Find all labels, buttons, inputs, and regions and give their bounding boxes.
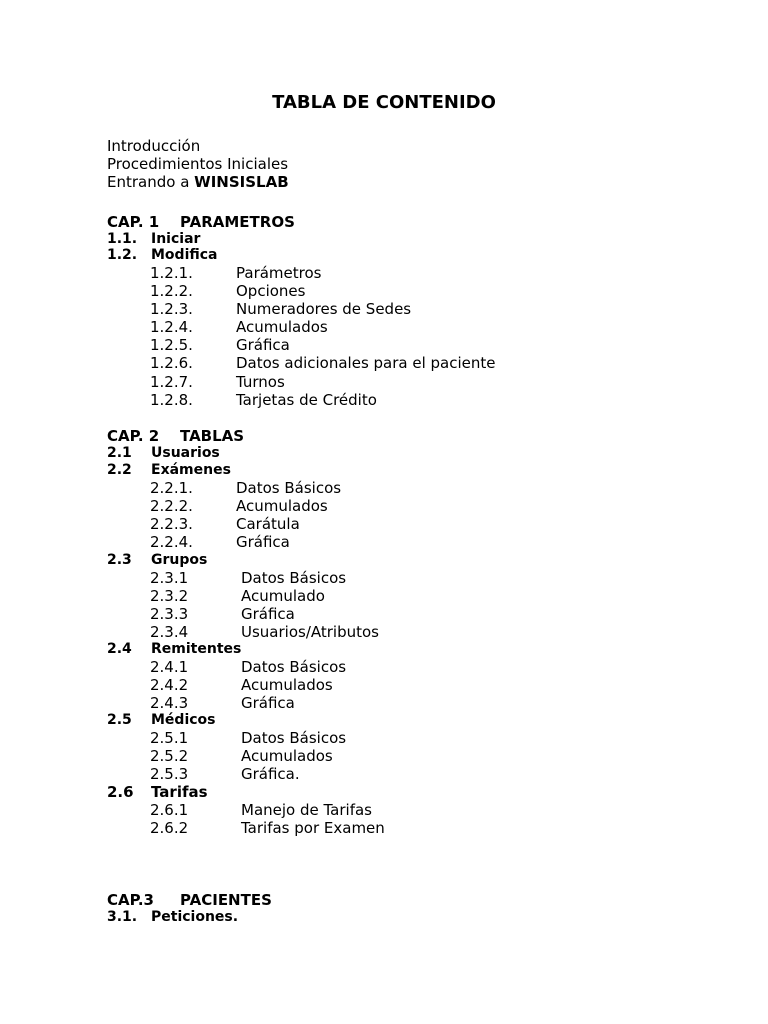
toc-entry-label: Tarjetas de Crédito <box>236 391 377 409</box>
toc-entry <box>150 515 300 533</box>
section-title: Exámenes <box>151 462 231 478</box>
chapter-heading-2 <box>107 427 244 445</box>
toc-entry-label: Parámetros <box>236 264 322 282</box>
toc-entry <box>150 479 341 497</box>
section-heading-2-5 <box>107 711 216 729</box>
section-title: Tarifas <box>151 783 208 801</box>
toc-entry-app-name: WINSISLAB <box>194 173 289 191</box>
toc-entry-label: Acumulados <box>241 676 333 694</box>
toc-entry-label: Opciones <box>236 282 306 300</box>
toc-entry <box>150 264 321 282</box>
chapter-title: PARAMETROS <box>180 213 295 231</box>
section-number: 2.2 <box>107 462 132 478</box>
toc-entry-label: Acumulados <box>236 497 328 515</box>
toc-entry-number: 2.2.2. <box>150 497 193 515</box>
chapter-title: PACIENTES <box>180 891 272 909</box>
chapter-heading-3 <box>107 891 272 909</box>
toc-entry-label: Gráfica. <box>241 765 300 783</box>
toc-entry-label: Introducción <box>107 137 201 155</box>
toc-entry-label: Gráfica <box>241 694 295 712</box>
section-number: 2.6 <box>107 783 134 801</box>
toc-entry-number: 2.6.1 <box>150 801 189 819</box>
toc-entry-label: Gráfica <box>236 336 290 354</box>
page-title: TABLA DE CONTENIDO <box>272 92 496 113</box>
toc-entry-label: Procedimientos Iniciales <box>107 155 289 173</box>
toc-entry <box>150 354 496 372</box>
toc-entry-label: Manejo de Tarifas <box>241 801 372 819</box>
toc-entry-number: 2.2.4. <box>150 533 193 551</box>
chapter-title: TABLAS <box>180 427 245 445</box>
toc-entry-number: 1.2.6. <box>150 354 193 372</box>
toc-entry-label: Datos Básicos <box>236 479 342 497</box>
toc-entry-label: Acumulados <box>241 747 333 765</box>
section-number: 2.3 <box>107 552 132 568</box>
section-title: Usuarios <box>151 445 220 461</box>
section-heading-2-1 <box>107 444 220 462</box>
toc-entry-number: 2.4.3 <box>150 694 189 712</box>
toc-entry-number: 2.5.3 <box>150 765 189 783</box>
toc-entry-number: 1.2.1. <box>150 264 193 282</box>
toc-entry <box>150 801 372 819</box>
section-heading-2-6 <box>107 783 208 801</box>
chapter-number: CAP. 1 <box>107 213 160 231</box>
toc-entry-label: Datos Básicos <box>241 729 347 747</box>
toc-entry-number: 2.2.3. <box>150 515 193 533</box>
section-title: Iniciar <box>151 231 201 247</box>
section-number: 3.1. <box>107 909 138 925</box>
toc-entry-label: Tarifas por Examen <box>241 819 385 837</box>
toc-entry-label: Gráfica <box>241 605 295 623</box>
toc-entry <box>150 300 411 318</box>
toc-entry-number: 1.2.2. <box>150 282 193 300</box>
section-number: 2.1 <box>107 445 132 461</box>
section-number: 1.1. <box>107 231 138 247</box>
chapter-number: CAP. 2 <box>107 427 160 445</box>
chapter-number: CAP.3 <box>107 891 154 909</box>
toc-entry-number: 1.2.7. <box>150 373 193 391</box>
section-title: Peticiones. <box>151 909 239 925</box>
toc-entry <box>150 373 285 391</box>
toc-entry <box>150 729 346 747</box>
toc-entry-number: 2.5.1 <box>150 729 189 747</box>
section-title: Médicos <box>151 712 216 728</box>
section-heading-2-3 <box>107 551 207 569</box>
toc-entry-label: Entrando a <box>107 173 195 191</box>
toc-entry-number: 2.3.3 <box>150 605 189 623</box>
toc-entry-label: Turnos <box>236 373 285 391</box>
toc-entry <box>150 497 328 515</box>
toc-entry-label: Datos Básicos <box>241 658 347 676</box>
section-number: 2.4 <box>107 641 132 657</box>
toc-entry-label: Usuarios/Atributos <box>241 623 379 641</box>
toc-entry-number: 1.2.8. <box>150 391 193 409</box>
section-heading-3-1 <box>107 908 238 926</box>
toc-entry <box>150 819 385 837</box>
toc-entry <box>150 336 290 354</box>
toc-entry <box>150 676 333 694</box>
toc-entry-number: 2.5.2 <box>150 747 189 765</box>
toc-entry <box>150 533 290 551</box>
toc-entry-number: 2.3.2 <box>150 587 189 605</box>
toc-entry <box>150 765 300 783</box>
section-title: Modifica <box>151 247 218 263</box>
toc-entry-label: Numeradores de Sedes <box>236 300 412 318</box>
section-heading-2-2 <box>107 461 231 479</box>
toc-entry <box>150 747 333 765</box>
toc-entry-label: Datos Básicos <box>241 569 347 587</box>
section-number: 2.5 <box>107 712 132 728</box>
toc-entry <box>150 282 305 300</box>
section-title: Grupos <box>151 552 208 568</box>
section-heading-2-4 <box>107 640 241 658</box>
toc-entry <box>150 391 377 409</box>
toc-entry-number: 2.3.4 <box>150 623 189 641</box>
toc-entry-introduccion <box>107 137 200 155</box>
toc-entry-procedimientos <box>107 155 288 173</box>
toc-entry-entrando <box>107 173 289 191</box>
toc-entry-label: Acumulados <box>236 318 328 336</box>
toc-entry-number: 2.2.1. <box>150 479 193 497</box>
toc-entry-number: 1.2.3. <box>150 300 193 318</box>
toc-entry-number: 2.6.2 <box>150 819 189 837</box>
toc-entry <box>150 569 346 587</box>
chapter-heading-1 <box>107 213 295 231</box>
toc-entry <box>150 623 379 641</box>
toc-entry-number: 1.2.5. <box>150 336 193 354</box>
toc-entry-label: Acumulado <box>241 587 325 605</box>
toc-entry <box>150 658 346 676</box>
toc-entry-label: Datos adicionales para el paciente <box>236 354 496 372</box>
section-title: Remitentes <box>151 641 242 657</box>
section-number: 1.2. <box>107 247 138 263</box>
toc-entry <box>150 318 328 336</box>
toc-entry-number: 2.4.2 <box>150 676 189 694</box>
toc-entry-number: 2.3.1 <box>150 569 189 587</box>
section-heading-1-2 <box>107 246 218 264</box>
toc-entry-label: Gráfica <box>236 533 290 551</box>
toc-entry-label: Carátula <box>236 515 300 533</box>
toc-entry <box>150 587 325 605</box>
toc-entry <box>150 605 295 623</box>
toc-entry <box>150 694 295 712</box>
toc-entry-number: 1.2.4. <box>150 318 193 336</box>
toc-entry-number: 2.4.1 <box>150 658 189 676</box>
